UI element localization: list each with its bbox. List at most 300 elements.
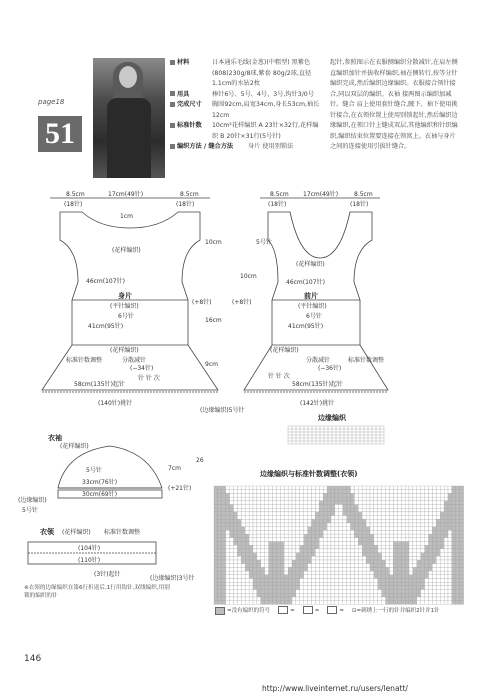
chart-cell: [374, 579, 378, 583]
chart-cell: [390, 593, 394, 597]
collar-start: (3针)起针: [94, 571, 121, 578]
chart-cell: [351, 527, 355, 531]
chart-cell: [436, 523, 440, 527]
chart-cell: [382, 519, 386, 523]
chart-cell: [354, 530, 358, 534]
chart-cell: [452, 497, 456, 501]
chart-cell: [245, 534, 249, 538]
chart-cell: [312, 538, 316, 542]
chart-cell: [308, 501, 312, 505]
chart-cell: [413, 508, 417, 512]
chart-cell: [382, 512, 386, 516]
chart-cell: [460, 523, 464, 527]
chart-cell: [405, 575, 409, 579]
back-cm-body: 16cm: [205, 317, 222, 324]
chart-cell: [237, 519, 241, 523]
pattern-number: 51: [38, 116, 82, 152]
chart-cell: [315, 486, 319, 490]
chart-cell: [292, 556, 296, 560]
chart-cell: [214, 534, 218, 538]
chart-cell: [257, 490, 261, 494]
chart-cell: [304, 560, 308, 564]
chart-cell: [397, 497, 401, 501]
chart-cell: [296, 512, 300, 516]
chart-cell: [362, 556, 366, 560]
chart-cell: [374, 497, 378, 501]
chart-cell: [234, 597, 238, 601]
chart-cell: [347, 575, 351, 579]
chart-cell: [245, 567, 249, 571]
chart-cell: [234, 490, 238, 494]
chart-cell: [292, 571, 296, 575]
chart-cell: [354, 556, 358, 560]
chart-cell: [413, 571, 417, 575]
chart-cell: [280, 497, 284, 501]
chart-cell: [401, 556, 405, 560]
chart-cell: [347, 516, 351, 520]
chart-cell: [460, 579, 464, 583]
chart-cell: [269, 486, 273, 490]
chart-cell: [429, 505, 433, 509]
chart-cell: [362, 505, 366, 509]
legend-label: =: [290, 607, 295, 614]
chart-cell: [331, 545, 335, 549]
chart-cell: [343, 497, 347, 501]
chart-cell: [276, 560, 280, 564]
chart-cell: [421, 549, 425, 553]
chart-cell: [315, 590, 319, 594]
chart-cell: [390, 582, 394, 586]
chart-cell: [339, 527, 343, 531]
chart-cell: [327, 582, 331, 586]
chart-cell: [405, 593, 409, 597]
chart-cell: [378, 534, 382, 538]
chart-cell: [405, 530, 409, 534]
chart-cell: [429, 530, 433, 534]
chart-cell: [327, 579, 331, 583]
chart-cell: [374, 512, 378, 516]
chart-cell: [421, 501, 425, 505]
chart-cell: [421, 523, 425, 527]
chart-cell: [323, 523, 327, 527]
chart-cell: [456, 601, 460, 605]
chart-cell: [378, 582, 382, 586]
chart-cell: [226, 593, 230, 597]
chart-cell: [222, 527, 226, 531]
chart-cell: [339, 534, 343, 538]
chart-cell: [261, 582, 265, 586]
chart-cell: [432, 519, 436, 523]
chart-cell: [460, 553, 464, 557]
chart-cell: [390, 575, 394, 579]
chart-cell: [436, 582, 440, 586]
chart-cell: [390, 560, 394, 564]
chart-cell: [323, 538, 327, 542]
chart-cell: [347, 593, 351, 597]
chart-cell: [284, 564, 288, 568]
chart-cell: [382, 538, 386, 542]
chart-cell: [308, 545, 312, 549]
chart-cell: [257, 590, 261, 594]
collar-sts1: (104针): [78, 545, 101, 552]
chart-cell: [339, 516, 343, 520]
chart-cell: [460, 575, 464, 579]
chart-cell: [249, 593, 253, 597]
chart-cell: [452, 586, 456, 590]
chart-cell: [362, 567, 366, 571]
chart-cell: [237, 534, 241, 538]
chart-cell: [331, 542, 335, 546]
chart-cell: [319, 490, 323, 494]
chart-cell: [386, 575, 390, 579]
chart-cell: [440, 601, 444, 605]
chart-cell: [312, 586, 316, 590]
chart-cell: [393, 575, 397, 579]
chart-cell: [276, 556, 280, 560]
chart-cell: [405, 590, 409, 594]
chart-cell: [378, 523, 382, 527]
chart-cell: [284, 523, 288, 527]
chart-cell: [425, 534, 429, 538]
chart-cell: [269, 601, 273, 605]
chart-cell: [390, 508, 394, 512]
chart-cell: [432, 493, 436, 497]
chart-cell: [265, 516, 269, 520]
chart-cell: [370, 530, 374, 534]
chart-cell: [390, 523, 394, 527]
chart-cell: [308, 530, 312, 534]
chart-cell: [358, 486, 362, 490]
legend-item-0: [215, 606, 270, 615]
chart-cell: [444, 560, 448, 564]
chart-cell: [241, 575, 245, 579]
chart-cell: [425, 545, 429, 549]
chart-cell: [343, 593, 347, 597]
chart-cell: [401, 545, 405, 549]
chart-cell: [405, 560, 409, 564]
chart-cell: [397, 490, 401, 494]
chart-cell: [230, 590, 234, 594]
chart-cell: [234, 556, 238, 560]
chart-cell: [378, 567, 382, 571]
chart-cell: [335, 571, 339, 575]
chart-cell: [460, 549, 464, 553]
chart-cell: [452, 571, 456, 575]
chart-cell: [347, 534, 351, 538]
chart-cell: [456, 575, 460, 579]
chart-cell: [304, 567, 308, 571]
chart-cell: [323, 590, 327, 594]
chart-cell: [222, 553, 226, 557]
chart-cell: [448, 575, 452, 579]
chart-cell: [444, 501, 448, 505]
chart-cell: [362, 575, 366, 579]
chart-cell: [448, 516, 452, 520]
chart-cell: [284, 505, 288, 509]
chart-cell: [257, 493, 261, 497]
chart-cell: [386, 516, 390, 520]
chart-cell: [405, 486, 409, 490]
chart-cell: [390, 505, 394, 509]
chart-cell: [436, 556, 440, 560]
chart-cell: [343, 553, 347, 557]
chart-cell: [358, 512, 362, 516]
chart-cell: [257, 508, 261, 512]
chart-cell: [386, 601, 390, 605]
chart-cell: [362, 519, 366, 523]
chart-cell: [421, 560, 425, 564]
chart-cell: [401, 538, 405, 542]
chart-cell: [390, 490, 394, 494]
chart-cell: [440, 593, 444, 597]
chart-cell: [327, 560, 331, 564]
chart-cell: [300, 590, 304, 594]
chart-cell: [354, 523, 358, 527]
chart-cell: [218, 545, 222, 549]
chart-cell: [382, 567, 386, 571]
chart-cell: [319, 493, 323, 497]
chart-cell: [382, 582, 386, 586]
chart-cell: [351, 560, 355, 564]
chart-cell: [354, 597, 358, 601]
info-value: 10cm²花样编织 A 23针×32行,花样编织 B 20针×31行(5号针): [212, 122, 319, 140]
chart-cell: [300, 582, 304, 586]
chart-cell: [312, 490, 316, 494]
chart-cell: [335, 538, 339, 542]
chart-cell: [456, 519, 460, 523]
chart-cell: [280, 542, 284, 546]
chart-cell: [393, 530, 397, 534]
chart-cell: [358, 545, 362, 549]
chart-cell: [452, 493, 456, 497]
chart-cell: [460, 590, 464, 594]
chart-cell: [237, 493, 241, 497]
chart-cell: [362, 497, 366, 501]
chart-cell: [440, 497, 444, 501]
chart-cell: [327, 534, 331, 538]
chart-cell: [315, 597, 319, 601]
chart-cell: [358, 516, 362, 520]
chart-cell: [312, 497, 316, 501]
chart-cell: [300, 512, 304, 516]
chart-cell: [362, 508, 366, 512]
chart-cell: [253, 497, 257, 501]
chart-cell: [269, 586, 273, 590]
chart-cell: [339, 505, 343, 509]
chart-legend: [215, 606, 440, 615]
chart-cell: [335, 530, 339, 534]
chart-cell: [234, 538, 238, 542]
chart-cell: [249, 538, 253, 542]
chart-cell: [288, 556, 292, 560]
chart-cell: [261, 545, 265, 549]
chart-cell: [300, 560, 304, 564]
chart-cell: [308, 534, 312, 538]
chart-cell: [417, 508, 421, 512]
chart-cell: [378, 593, 382, 597]
chart-cell: [284, 508, 288, 512]
chart-cell: [241, 512, 245, 516]
chart-cell: [452, 512, 456, 516]
chart-cell: [358, 553, 362, 557]
chart-cell: [452, 538, 456, 542]
chart-cell: [397, 582, 401, 586]
chart-cell: [300, 571, 304, 575]
chart-cell: [292, 542, 296, 546]
chart-cell: [417, 497, 421, 501]
chart-cell: [374, 501, 378, 505]
chart-cell: [358, 556, 362, 560]
chart-cell: [315, 553, 319, 557]
chart-cell: [249, 512, 253, 516]
chart-cell: [292, 553, 296, 557]
chart-cell: [417, 571, 421, 575]
chart-cell: [339, 519, 343, 523]
chart-cell: [397, 527, 401, 531]
chart-cell: [456, 582, 460, 586]
chart-cell: [343, 556, 347, 560]
chart-cell: [347, 586, 351, 590]
chart-cell: [425, 501, 429, 505]
chart-cell: [432, 571, 436, 575]
chart-cell: [378, 497, 382, 501]
chart-cell: [378, 512, 382, 516]
chart-cell: [347, 542, 351, 546]
chart-cell: [397, 486, 401, 490]
chart-cell: [432, 516, 436, 520]
chart-cell: [253, 593, 257, 597]
chart-cell: [284, 556, 288, 560]
chart-cell: [421, 516, 425, 520]
chart-cell: [214, 590, 218, 594]
chart-cell: [308, 512, 312, 516]
chart-cell: [296, 571, 300, 575]
chart-cell: [366, 486, 370, 490]
chart-cell: [234, 508, 238, 512]
chart-cell: [276, 593, 280, 597]
chart-cell: [276, 527, 280, 531]
chart-cell: [292, 501, 296, 505]
chart-cell: [280, 501, 284, 505]
chart-cell: [222, 538, 226, 542]
chart-cell: [296, 493, 300, 497]
chart-cell: [245, 579, 249, 583]
chart-cell: [378, 530, 382, 534]
instructions-text: 起针,参照图示在衣服侧编织分散减针,在肩左侧直编织加针并拔收样编织,袖在侧转行,按等分针编织完成,然后编织边缘编织。衣服接合领针接合,同以双层的编织。衣袖 接两图示编织加减针。缝合 肩上使用套针缝合,腋下、袖下使用挑针接合,在衣领位置上使用别锁起针,然后编织边缘编织,在领口针上缝成双层,其他编织和针织编织,编织结束位置要连接在领窝上。衣袖与身片之间的连接使用引拔针缝合。: [330, 59, 458, 150]
chart-cell: [390, 527, 394, 531]
chart-cell: [265, 549, 269, 553]
chart-cell: [300, 490, 304, 494]
chart-cell: [425, 564, 429, 568]
chart-cell: [304, 549, 308, 553]
chart-cell: [432, 501, 436, 505]
chart-cell: [382, 493, 386, 497]
chart-cell: [273, 553, 277, 557]
chart-cell: [347, 519, 351, 523]
chart-cell: [261, 493, 265, 497]
chart-cell: [269, 497, 273, 501]
chart-cell: [237, 545, 241, 549]
chart-cell: [362, 527, 366, 531]
chart-cell: [241, 549, 245, 553]
chart-cell: [280, 516, 284, 520]
chart-cell: [323, 549, 327, 553]
chart-cell: [339, 586, 343, 590]
chart-cell: [429, 508, 433, 512]
chart-cell: [409, 519, 413, 523]
chart-cell: [432, 486, 436, 490]
chart-cell: [460, 512, 464, 516]
chart-cell: [417, 512, 421, 516]
chart-cell: [331, 560, 335, 564]
chart-cell: [234, 512, 238, 516]
chart-cell: [284, 486, 288, 490]
chart-cell: [241, 493, 245, 497]
info-key: 标准针数: [177, 122, 202, 129]
footer-url[interactable]: http://www.liveinternet.ru/users/lenatt/: [262, 684, 408, 693]
chart-cell: [319, 579, 323, 583]
chart-cell: [276, 579, 280, 583]
chart-cell: [347, 553, 351, 557]
chart-cell: [300, 486, 304, 490]
chart-cell: [261, 542, 265, 546]
chart-cell: [323, 545, 327, 549]
chart-cell: [249, 534, 253, 538]
chart-cell: [401, 586, 405, 590]
chart-cell: [253, 571, 257, 575]
chart-cell: [269, 527, 273, 531]
chart-cell: [354, 519, 358, 523]
chart-cell: [351, 505, 355, 509]
chart-cell: [284, 590, 288, 594]
chart-cell: [214, 567, 218, 571]
chart-cell: [343, 486, 347, 490]
chart-cell: [339, 545, 343, 549]
chart-cell: [366, 545, 370, 549]
chart-cell: [214, 519, 218, 523]
chart-cell: [335, 597, 339, 601]
chart-cell: [257, 579, 261, 583]
front-width: 46cm(107针): [286, 279, 325, 286]
chart-cell: [425, 593, 429, 597]
chart-cell: [280, 490, 284, 494]
chart-cell: [280, 523, 284, 527]
back-pattern-label: (花样编织): [112, 247, 141, 254]
chart-cell: [421, 564, 425, 568]
chart-cell: [409, 567, 413, 571]
chart-cell: [273, 560, 277, 564]
chart-cell: [218, 490, 222, 494]
chart-cell: [323, 571, 327, 575]
chart-cell: [397, 597, 401, 601]
chart-cell: [327, 553, 331, 557]
chart-cell: [413, 579, 417, 583]
chart-cell: [296, 534, 300, 538]
chart-cell: [351, 564, 355, 568]
chart-cell: [397, 601, 401, 605]
chart-cell: [241, 590, 245, 594]
chart-cell: [265, 564, 269, 568]
chart-cell: [456, 486, 460, 490]
chart-cell: [222, 534, 226, 538]
chart-cell: [405, 497, 409, 501]
chart-cell: [429, 586, 433, 590]
chart-cell: [354, 527, 358, 531]
chart-cell: [366, 575, 370, 579]
chart-cell: [249, 497, 253, 501]
chart-cell: [315, 575, 319, 579]
chart-cell: [390, 512, 394, 516]
